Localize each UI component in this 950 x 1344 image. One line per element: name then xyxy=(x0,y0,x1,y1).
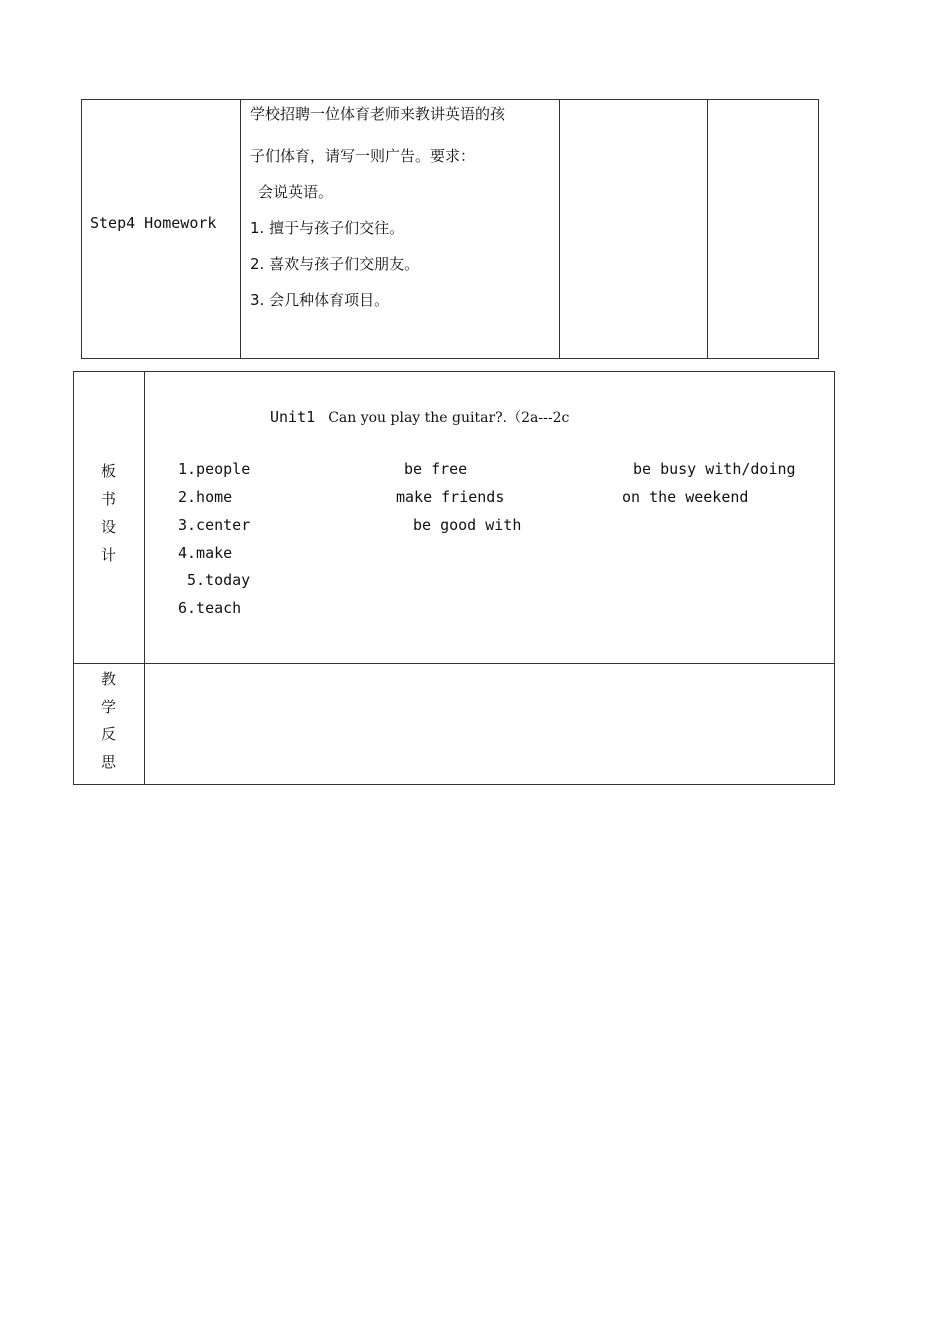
phrase: make friends xyxy=(396,488,505,506)
phrase: on the weekend xyxy=(622,488,749,506)
vocab-word: 3.center xyxy=(178,516,251,534)
unit-number: Unit1 xyxy=(270,408,316,426)
reflection-label-char: 教 xyxy=(101,670,117,688)
phrase: be good with xyxy=(413,516,522,534)
requirement-0: 会说英语。 xyxy=(258,183,334,201)
requirement-1: 1. 擅于与孩子们交往。 xyxy=(250,219,405,237)
step-label: Step4 Homework xyxy=(90,214,217,232)
board-label-char: 计 xyxy=(101,546,117,564)
vocab-word: 2.home xyxy=(178,488,233,506)
reflection-label-char: 思 xyxy=(101,753,117,771)
board-label-char: 设 xyxy=(101,518,117,536)
vocab-word: 4.make xyxy=(178,544,233,562)
reflection-label-char: 反 xyxy=(101,725,117,743)
vocab-word: 6.teach xyxy=(178,599,242,617)
requirement-3: 3. 会几种体育项目。 xyxy=(250,291,390,309)
board-label-char: 书 xyxy=(101,490,117,508)
vocab-word: 5.today xyxy=(187,571,251,589)
reflection-label-char: 学 xyxy=(101,698,117,716)
task-line-2: 子们体育，请写一则广告。要求： xyxy=(250,147,476,165)
phrase: be busy with/doing xyxy=(633,460,796,478)
board-label-char: 板 xyxy=(101,462,117,480)
task-line-1: 学校招聘一位体育老师来教讲英语的孩 xyxy=(250,105,506,123)
vocab-word: 1.people xyxy=(178,460,251,478)
unit-name: Can you play the guitar?.（2a---2c xyxy=(328,410,570,426)
phrase: be free xyxy=(404,460,468,478)
requirement-2: 2. 喜欢与孩子们交朋友。 xyxy=(250,255,420,273)
unit-title xyxy=(270,407,569,427)
